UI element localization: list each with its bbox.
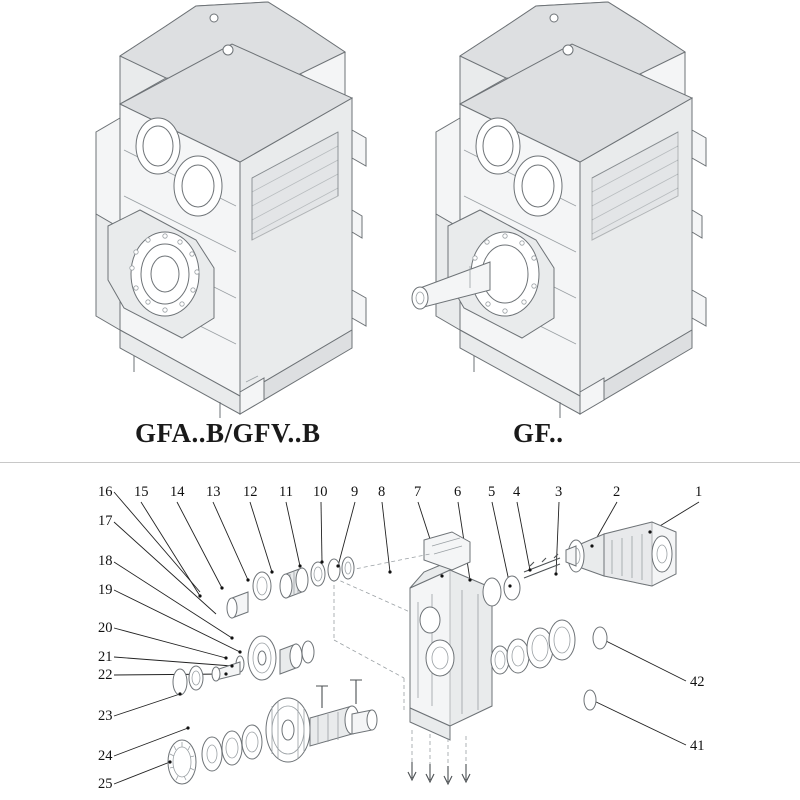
- callout-42: 42: [690, 674, 705, 690]
- exploded-view-artwork: [0, 462, 800, 800]
- callout-9: 9: [351, 484, 359, 500]
- exploded-components: [168, 522, 676, 784]
- callout-6: 6: [454, 484, 462, 500]
- callout-24: 24: [98, 748, 113, 764]
- callout-7: 7: [414, 484, 422, 500]
- callout-10: 10: [313, 484, 328, 500]
- callout-21: 21: [98, 649, 113, 665]
- callout-11: 11: [279, 484, 293, 500]
- part-output-gear-assembly: [168, 680, 377, 784]
- part-input-shaft-assembly: [227, 557, 354, 618]
- figure-left-caption: GFA..B/GFV..B: [135, 418, 321, 448]
- callout-25: 25: [98, 776, 113, 792]
- part-ring-stack-right: [483, 554, 575, 674]
- callout-5: 5: [488, 484, 496, 500]
- callout-41: 41: [690, 738, 705, 754]
- callout-2: 2: [613, 484, 621, 500]
- callout-18: 18: [98, 553, 113, 569]
- callout-15: 15: [134, 484, 149, 500]
- figure-right-caption: GF..: [513, 418, 564, 448]
- callout-4: 4: [513, 484, 521, 500]
- callout-8: 8: [378, 484, 386, 500]
- assembly-arrows: [408, 762, 470, 784]
- callout-19: 19: [98, 582, 113, 598]
- callout-20: 20: [98, 620, 113, 636]
- callout-1: 1: [695, 484, 703, 500]
- callout-22: 22: [98, 667, 113, 683]
- figure-right-gear-unit: [412, 2, 706, 418]
- callout-3: 3: [555, 484, 563, 500]
- callout-14: 14: [170, 484, 185, 500]
- part-housing-body: [410, 532, 492, 740]
- callout-23: 23: [98, 708, 113, 724]
- figure-left-gear-unit: [96, 2, 366, 418]
- part-motor-adapter: [566, 522, 676, 586]
- callout-13: 13: [206, 484, 221, 500]
- part-intermediate-shaft: [173, 636, 314, 695]
- callout-17: 17: [98, 513, 113, 529]
- callout-16: 16: [98, 484, 113, 500]
- callout-12: 12: [243, 484, 258, 500]
- exploded-view-section: [0, 462, 800, 800]
- part-right-flange-stack: [584, 627, 607, 710]
